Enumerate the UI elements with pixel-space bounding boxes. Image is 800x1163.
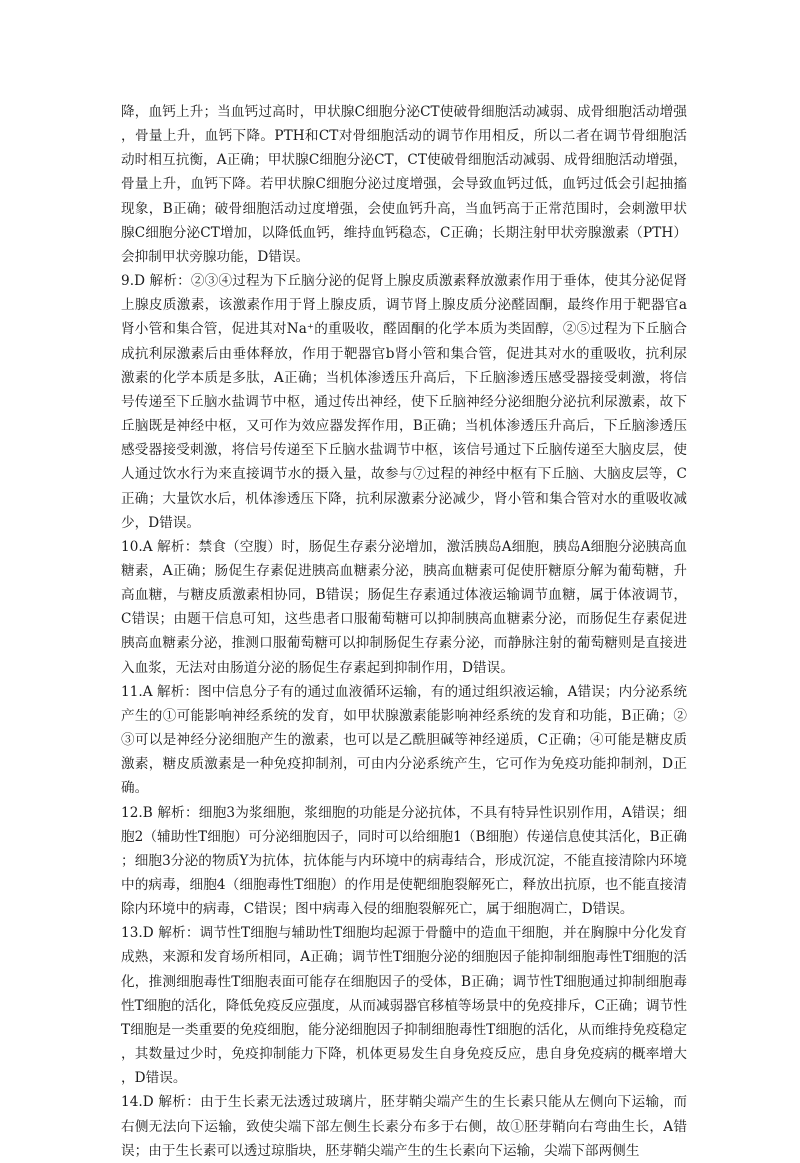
paragraph-question-12: 12.B 解析：细胞3为浆细胞，浆细胞的功能是分泌抗体，不具有特异性识别作用，A错误；细胞2（辅助性T细胞）可分泌细胞因子，同时可以给细胞1（B细胞）传递信息使其活化，B正确；细胞3分泌的物质Y为抗体，抗体能与内环境中的病毒结合，形成沉淀，不能直接清除内环境中的病毒，细胞4（细胞毒性T细胞）的作用是使靶细胞裂解死亡，释放出抗原，也不能直接清除内环境中的病毒，C错误；图中病毒入侵的细胞裂解死亡，属于细胞凋亡，D错误。 xyxy=(121,804,687,918)
paragraph-question-9: 9.D 解析：②③④过程为下丘脑分泌的促肾上腺皮质激素释放激素作用于垂体，使其分泌促肾上腺皮质激素，该激素作用于肾上腺皮质，调节肾上腺皮质分泌醛固酮，最终作用于靶器官a肾小管和集合管，促进其对Na⁺的重吸收，醛固酮的化学本质为类固醇，②⑤过程为下丘脑合成抗利尿激素后由垂体释放，作用于靶器官b肾小管和集合管，促进其对水的重吸收，抗利尿激素的化学本质是多肽，A正确；当机体渗透压升高后，下丘脑渗透压感受器接受刺激，将信号传递至下丘脑水盐调节中枢，通过传出神经，使下丘脑神经分泌细胞分泌抗利尿激素，故下丘脑既是神经中枢，又可作为效应器发挥作用，B正确；当机体渗透压升高后，下丘脑渗透压感受器接受刺激，将信号传递至下丘脑水盐调节中枢，该信号通过下丘脑传递至大脑皮层，使人通过饮水行为来直接调节水的摄入量，故参与⑦过程的神经中枢有下丘脑、大脑皮层等，C正确；大量饮水后，机体渗透压下降，抗利尿激素分泌减少，肾小管和集合管对水的重吸收减少，D错误。 xyxy=(121,273,687,531)
answer-explanation-page xyxy=(121,100,687,1163)
paragraph-question-11: 11.A 解析：图中信息分子有的通过血液循环运输，有的通过组织液运输，A错误；内分泌系统产生的①可能影响神经系统的发育，如甲状腺激素能影响神经系统的发育和功能，B正确；②③可以是神经分泌细胞产生的激素，也可以是乙酰胆碱等神经递质，C正确；④可能是糖皮质激素，糖皮质激素是一种免疫抑制剂，可由内分泌系统产生，它可作为免疫功能抑制剂，D正确。 xyxy=(121,683,687,797)
paragraph-8-continued: 降，血钙上升；当血钙过高时，甲状腺C细胞分泌CT使破骨细胞活动减弱、成骨细胞活动增强，骨量上升，血钙下降。PTH和CT对骨细胞活动的调节作用相反，所以二者在调节骨细胞活动时相互抗衡，A正确；甲状腺C细胞分泌CT，CT使破骨细胞活动减弱、成骨细胞活动增强，骨量上升，血钙下降。若甲状腺C细胞分泌过度增强，会导致血钙过低，血钙过低会引起抽搐现象，B正确；破骨细胞活动过度增强，会使血钙升高，当血钙高于正常范围时，会刺激甲状腺C细胞分泌CT增加，以降低血钙，维持血钙稳态，C正确；长期注射甲状旁腺激素（PTH）会抑制甲状旁腺功能，D错误。 xyxy=(121,104,687,265)
paragraph-question-10: 10.A 解析：禁食（空腹）时，肠促生存素分泌增加，激活胰岛A细胞，胰岛A细胞分泌胰高血糖素，A正确；肠促生存素促进胰高血糖素分泌，胰高血糖素可促使肝糖原分解为葡萄糖，升高血糖，与糖皮质激素相协同，B错误；肠促生存素通过体液运输调节血糖，属于体液调节，C错误；由题干信息可知，这些患者口服葡萄糖可以抑制胰高血糖素分泌，而肠促生存素促进胰高血糖素分泌，推测口服葡萄糖可以抑制肠促生存素分泌，而静脉注射的葡萄糖则是直接进入血浆，无法对由肠道分泌的肠促生存素起到抑制作用，D错误。 xyxy=(121,538,687,676)
paragraph-question-14: 14.D 解析：由于生长素无法透过玻璃片，胚芽鞘尖端产生的生长素只能从左侧向下运输，而右侧无法向下运输，致使尖端下部左侧生长素分布多于右侧，故①胚芽鞘向右弯曲生长，A错误；由于生长素可以透过琼脂块，胚芽鞘尖端产生的生长素向下运输，尖端下部两侧生 xyxy=(121,1094,687,1159)
paragraph-question-13: 13.D 解析：调节性T细胞与辅助性T细胞均起源于骨髓中的造血干细胞，并在胸腺中分化发育成熟，来源和发育场所相同，A正确；调节性T细胞分泌的细胞因子能抑制细胞毒性T细胞的活化，推测细胞毒性T细胞表面可能存在细胞因子的受体，B正确；调节性T细胞通过抑制细胞毒性T细胞的活化，降低免疫反应强度，从而减弱器官移植等场景中的免疫排斥，C正确；调节性T细胞是一类重要的免疫细胞，能分泌细胞因子抑制细胞毒性T细胞的活化，从而维持免疫稳定，其数量过少时，免疫抑制能力下降，机体更易发生自身免疫反应，患自身免疫病的概率增大，D错误。 xyxy=(121,925,687,1087)
